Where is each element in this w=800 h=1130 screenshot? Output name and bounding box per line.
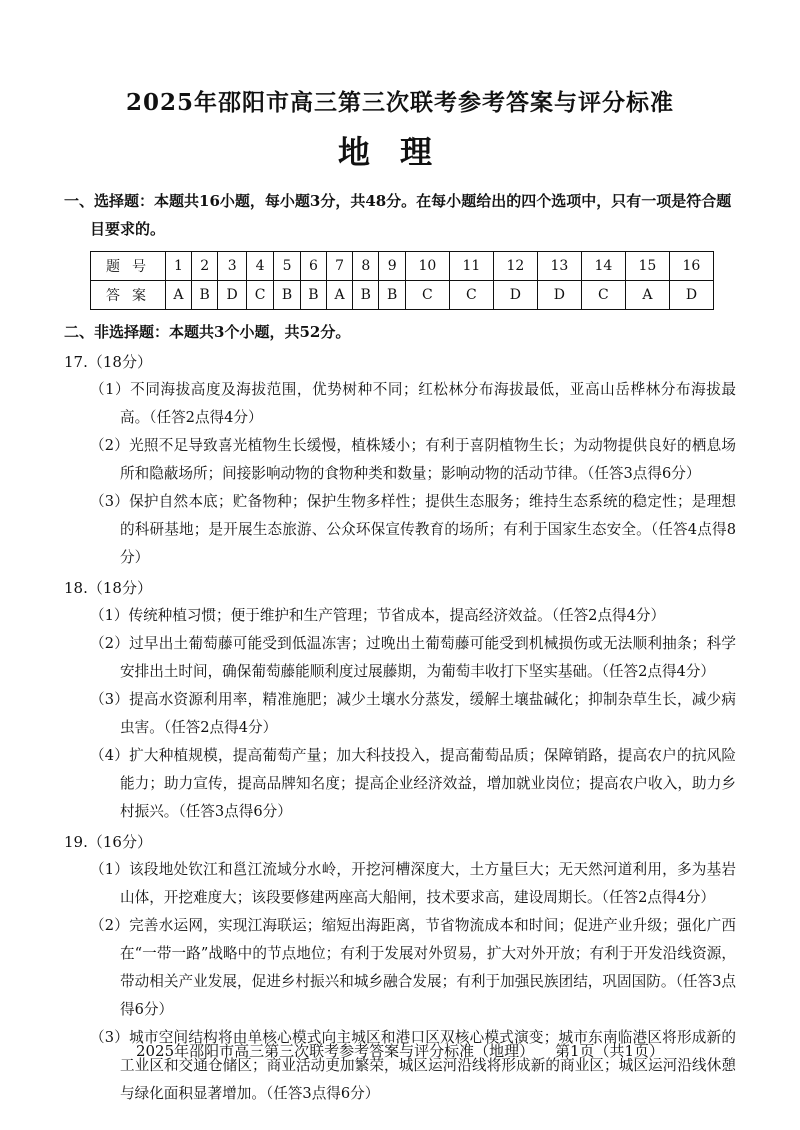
answer-table-number-row <box>91 252 714 281</box>
q18-answer-1: （1）传统种植习惯；便于维护和生产管理；节省成本，提高经济效益。（任答2点得4分） <box>90 607 666 624</box>
question-number: 7 <box>327 252 353 281</box>
question-number: 16 <box>669 252 713 281</box>
question-number: 13 <box>537 252 581 281</box>
q19-answer-3: （3）城市空间结构将由单核心模式向主城区和港口区双核心模式演变；城市东南临港区将形成新的工业区和交通仓储区；商业活动更加繁荣，城区运河沿线将形成新的商业区；城区运河沿线休憩与绿化面积显著增加。（任答3点得6分） <box>90 1029 736 1102</box>
answer-cell: D <box>493 281 537 310</box>
question-number: 3 <box>218 252 247 281</box>
answer-cell: C <box>405 281 449 310</box>
question-number: 15 <box>625 252 669 281</box>
footer-page-number: 第1页（共1页） <box>554 1042 665 1060</box>
answer-cell: C <box>246 281 273 310</box>
answer-cell: B <box>353 281 379 310</box>
answer-cell: A <box>327 281 353 310</box>
question-number: 9 <box>379 252 405 281</box>
answer-cell: B <box>300 281 326 310</box>
answer-cell: A <box>625 281 669 310</box>
question-number: 2 <box>191 252 217 281</box>
question-number: 12 <box>493 252 537 281</box>
answer-cell: A <box>166 281 192 310</box>
answer-cell: B <box>274 281 300 310</box>
answer-cell: C <box>581 281 625 310</box>
question-number: 1 <box>166 252 192 281</box>
answer-cell: D <box>669 281 713 310</box>
answer-cell: C <box>449 281 493 310</box>
answer-cell: B <box>191 281 217 310</box>
q17-answer-2: （2）光照不足导致喜光植物生长缓慢，植株矮小；有利于喜阴植物生长；为动物提供良好的栖息场所和隐蔽场所；间接影响动物的食物种类和数量；影响动物的活动节律。（任答3点得6分） <box>90 437 736 482</box>
answer-table <box>90 251 714 310</box>
section2-heading: 二、非选择题：本题共3个小题，共52分。 <box>64 323 351 341</box>
question-17-label: 17.（18分） <box>64 353 152 371</box>
q19-answer-1: （1）该段地处钦江和邕江流域分水岭，开挖河槽深度大，土方量巨大；无天然河道利用，多为基岩山体，开挖难度大；该段要修建两座高大船闸，技术要求高，建设周期长。（任答2点得4分） <box>90 861 736 906</box>
q18-answer-3: （3）提高水资源利用率，精准施肥；减少土壤水分蒸发，缓解土壤盐碱化；抑制杂草生长，减少病虫害。（任答2点得4分） <box>90 691 736 736</box>
q18-answer-2: （2）过早出土葡萄藤可能受到低温冻害；过晚出土葡萄藤可能受到机械损伤或无法顺利抽条；科学安排出土时间，确保葡萄藤能顺利度过展藤期，为葡萄丰收打下坚实基础。（任答2点得4分） <box>90 635 736 680</box>
question-18-label: 18.（18分） <box>64 579 152 597</box>
question-number: 10 <box>405 252 449 281</box>
q19-answer-2: （2）完善水运网，实现江海联运；缩短出海距离，节省物流成本和时间；促进产业升级；强化广西在“一带一路”战略中的节点地位；有利于发展对外贸易，扩大对外开放；有利于开发沿线资源，带动相关产业发展，促进乡村振兴和城乡融合发展；有利于加强民族团结，巩固国防。（任答3点得6分） <box>90 917 736 1018</box>
answer-table-answer-row <box>91 281 714 310</box>
row-label-question: 题号 <box>91 252 166 281</box>
question-number: 4 <box>246 252 273 281</box>
question-number: 8 <box>353 252 379 281</box>
q17-answer-3: （3）保护自然本底；贮备物种；保护生物多样性；提供生态服务；维持生态系统的稳定性；是理想的科研基地；是开展生态旅游、公众环保宣传教育的场所；有利于国家生态安全。（任答4点得8分） <box>90 493 736 566</box>
question-number: 5 <box>274 252 300 281</box>
answer-cell: D <box>537 281 581 310</box>
question-number: 14 <box>581 252 625 281</box>
row-label-answer: 答案 <box>91 281 166 310</box>
section1-heading: 一、选择题：本题共16小题，每小题3分，共48分。在每小题给出的四个选项中，只有一项是符合题目要求的。 <box>64 192 732 238</box>
q17-answer-1: （1）不同海拔高度及海拔范围，优势树种不同；红松林分布海拔最低，亚高山岳桦林分布海拔最高。（任答2点得4分） <box>90 381 736 426</box>
question-number: 11 <box>449 252 493 281</box>
subject-title: 地理 <box>337 133 462 171</box>
document-title: 2025年邵阳市高三第三次联考参考答案与评分标准 <box>125 89 674 116</box>
answer-cell: B <box>379 281 405 310</box>
answer-cell: D <box>218 281 247 310</box>
question-number: 6 <box>300 252 326 281</box>
footer-document-name: 2025年邵阳市高三第三次联考参考答案与评分标准（地理） <box>135 1042 535 1060</box>
q18-answer-4: （4）扩大种植规模，提高葡萄产量；加大科技投入，提高葡萄品质；保障销路，提高农户的抗风险能力；助力宣传，提高品牌知名度；提高企业经济效益，增加就业岗位；提高农户收入，助力乡村振兴。（任答3点得6分） <box>90 747 736 820</box>
question-19-label: 19.（16分） <box>64 833 152 851</box>
page-footer <box>0 1040 800 1061</box>
